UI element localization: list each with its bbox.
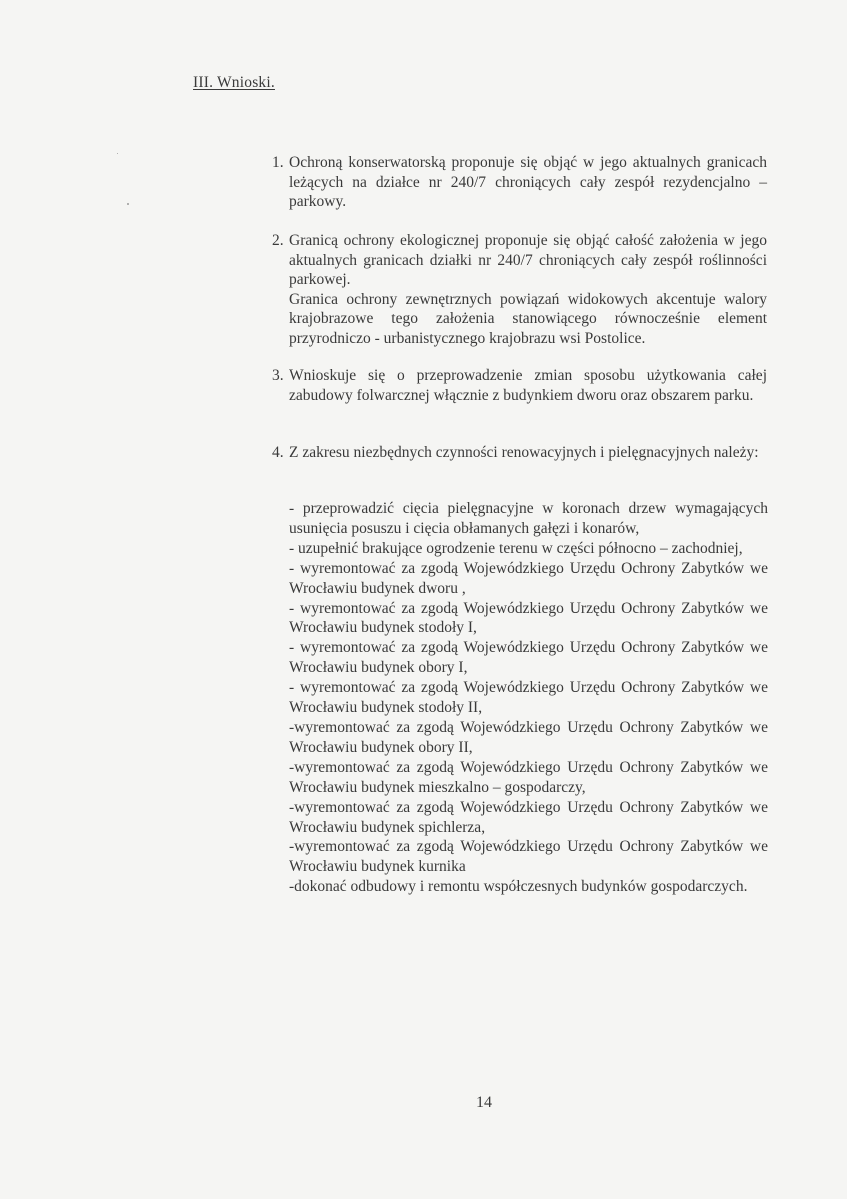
- action-item: - wyremontować za zgodą Wojewódzkiego Urzędu Ochrony Zabytków we Wrocławiu budynek stodoły II,: [289, 679, 768, 717]
- page-number: 14: [476, 1094, 492, 1111]
- action-item: - uzupełnić brakujące ogrodzenie terenu w części północno – zachodniej,: [289, 539, 743, 557]
- list-item-3: [272, 366, 767, 405]
- list-item-paragraph: Wnioskuje się o przeprowadzenie zmian sposobu użytkowania całej zabudowy folwarcznej włącznie z budynkiem dworu oraz obszarem parku.: [289, 367, 767, 404]
- action-item: -dokonać odbudowy i remontu współczesnych budynków gospodarczych.: [289, 878, 748, 896]
- action-item: - przeprowadzić cięcia pielęgnacyjne w koronach drzew wymagających usunięcia posuszu i cięcia obłamanych gałęzi i konarów,: [289, 500, 768, 537]
- list-item-number: 4.: [272, 444, 284, 461]
- action-item: -wyremontować za zgodą Wojewódzkiego Urzędu Ochrony Zabytków we Wrocławiu budynek kurnika: [289, 838, 768, 876]
- list-item-1: [272, 153, 767, 212]
- list-item-paragraph: Ochroną konserwatorską proponuje się objąć w jego aktualnych granicach leżących na działce nr 240/7 chroniących cały zespół rezydencjalno – parkowy.: [289, 154, 767, 210]
- list-item-paragraph: Granicą ochrony ekologicznej proponuje się objąć całość założenia w jego aktualnych granicach działki nr 240/7 chroniących cały zespół roślinności parkowej.: [289, 232, 767, 288]
- list-item-number: 3.: [272, 367, 284, 384]
- section-heading: III. Wnioski.: [193, 74, 275, 91]
- list-item-number: 1.: [272, 154, 284, 171]
- action-item: -wyremontować za zgodą Wojewódzkiego Urzędu Ochrony Zabytków we Wrocławiu budynek mieszkalno – gospodarczy,: [289, 758, 768, 796]
- action-item: -wyremontować za zgodą Wojewódzkiego Urzędu Ochrony Zabytków we Wrocławiu budynek spichlerza,: [289, 798, 768, 836]
- action-list: [289, 499, 768, 897]
- action-item: -wyremontować za zgodą Wojewódzkiego Urzędu Ochrony Zabytków we Wrocławiu budynek obory II,: [289, 718, 768, 756]
- list-item-number: 2.: [272, 232, 284, 249]
- list-item-4: [272, 443, 767, 463]
- list-item-paragraph: Z zakresu niezbędnych czynności renowacyjnych i pielęgnacyjnych należy:: [289, 444, 759, 461]
- list-item-2: [272, 231, 767, 348]
- list-item-paragraph: Granica ochrony zewnętrznych powiązań widokowych akcentuje walory krajobrazowe tego założenia stanowiącego równocześnie element przyrodniczo - urbanistycznego krajobrazu wsi Postolice.: [289, 290, 767, 347]
- action-item: - wyremontować za zgodą Wojewódzkiego Urzędu Ochrony Zabytków we Wrocławiu budynek dworu ,: [289, 559, 768, 597]
- scan-speck: [117, 153, 118, 154]
- action-item: - wyremontować za zgodą Wojewódzkiego Urzędu Ochrony Zabytków we Wrocławiu budynek obory I,: [289, 639, 768, 677]
- action-item: - wyremontować za zgodą Wojewódzkiego Urzędu Ochrony Zabytków we Wrocławiu budynek stodoły I,: [289, 599, 768, 637]
- scan-speck: [127, 203, 129, 205]
